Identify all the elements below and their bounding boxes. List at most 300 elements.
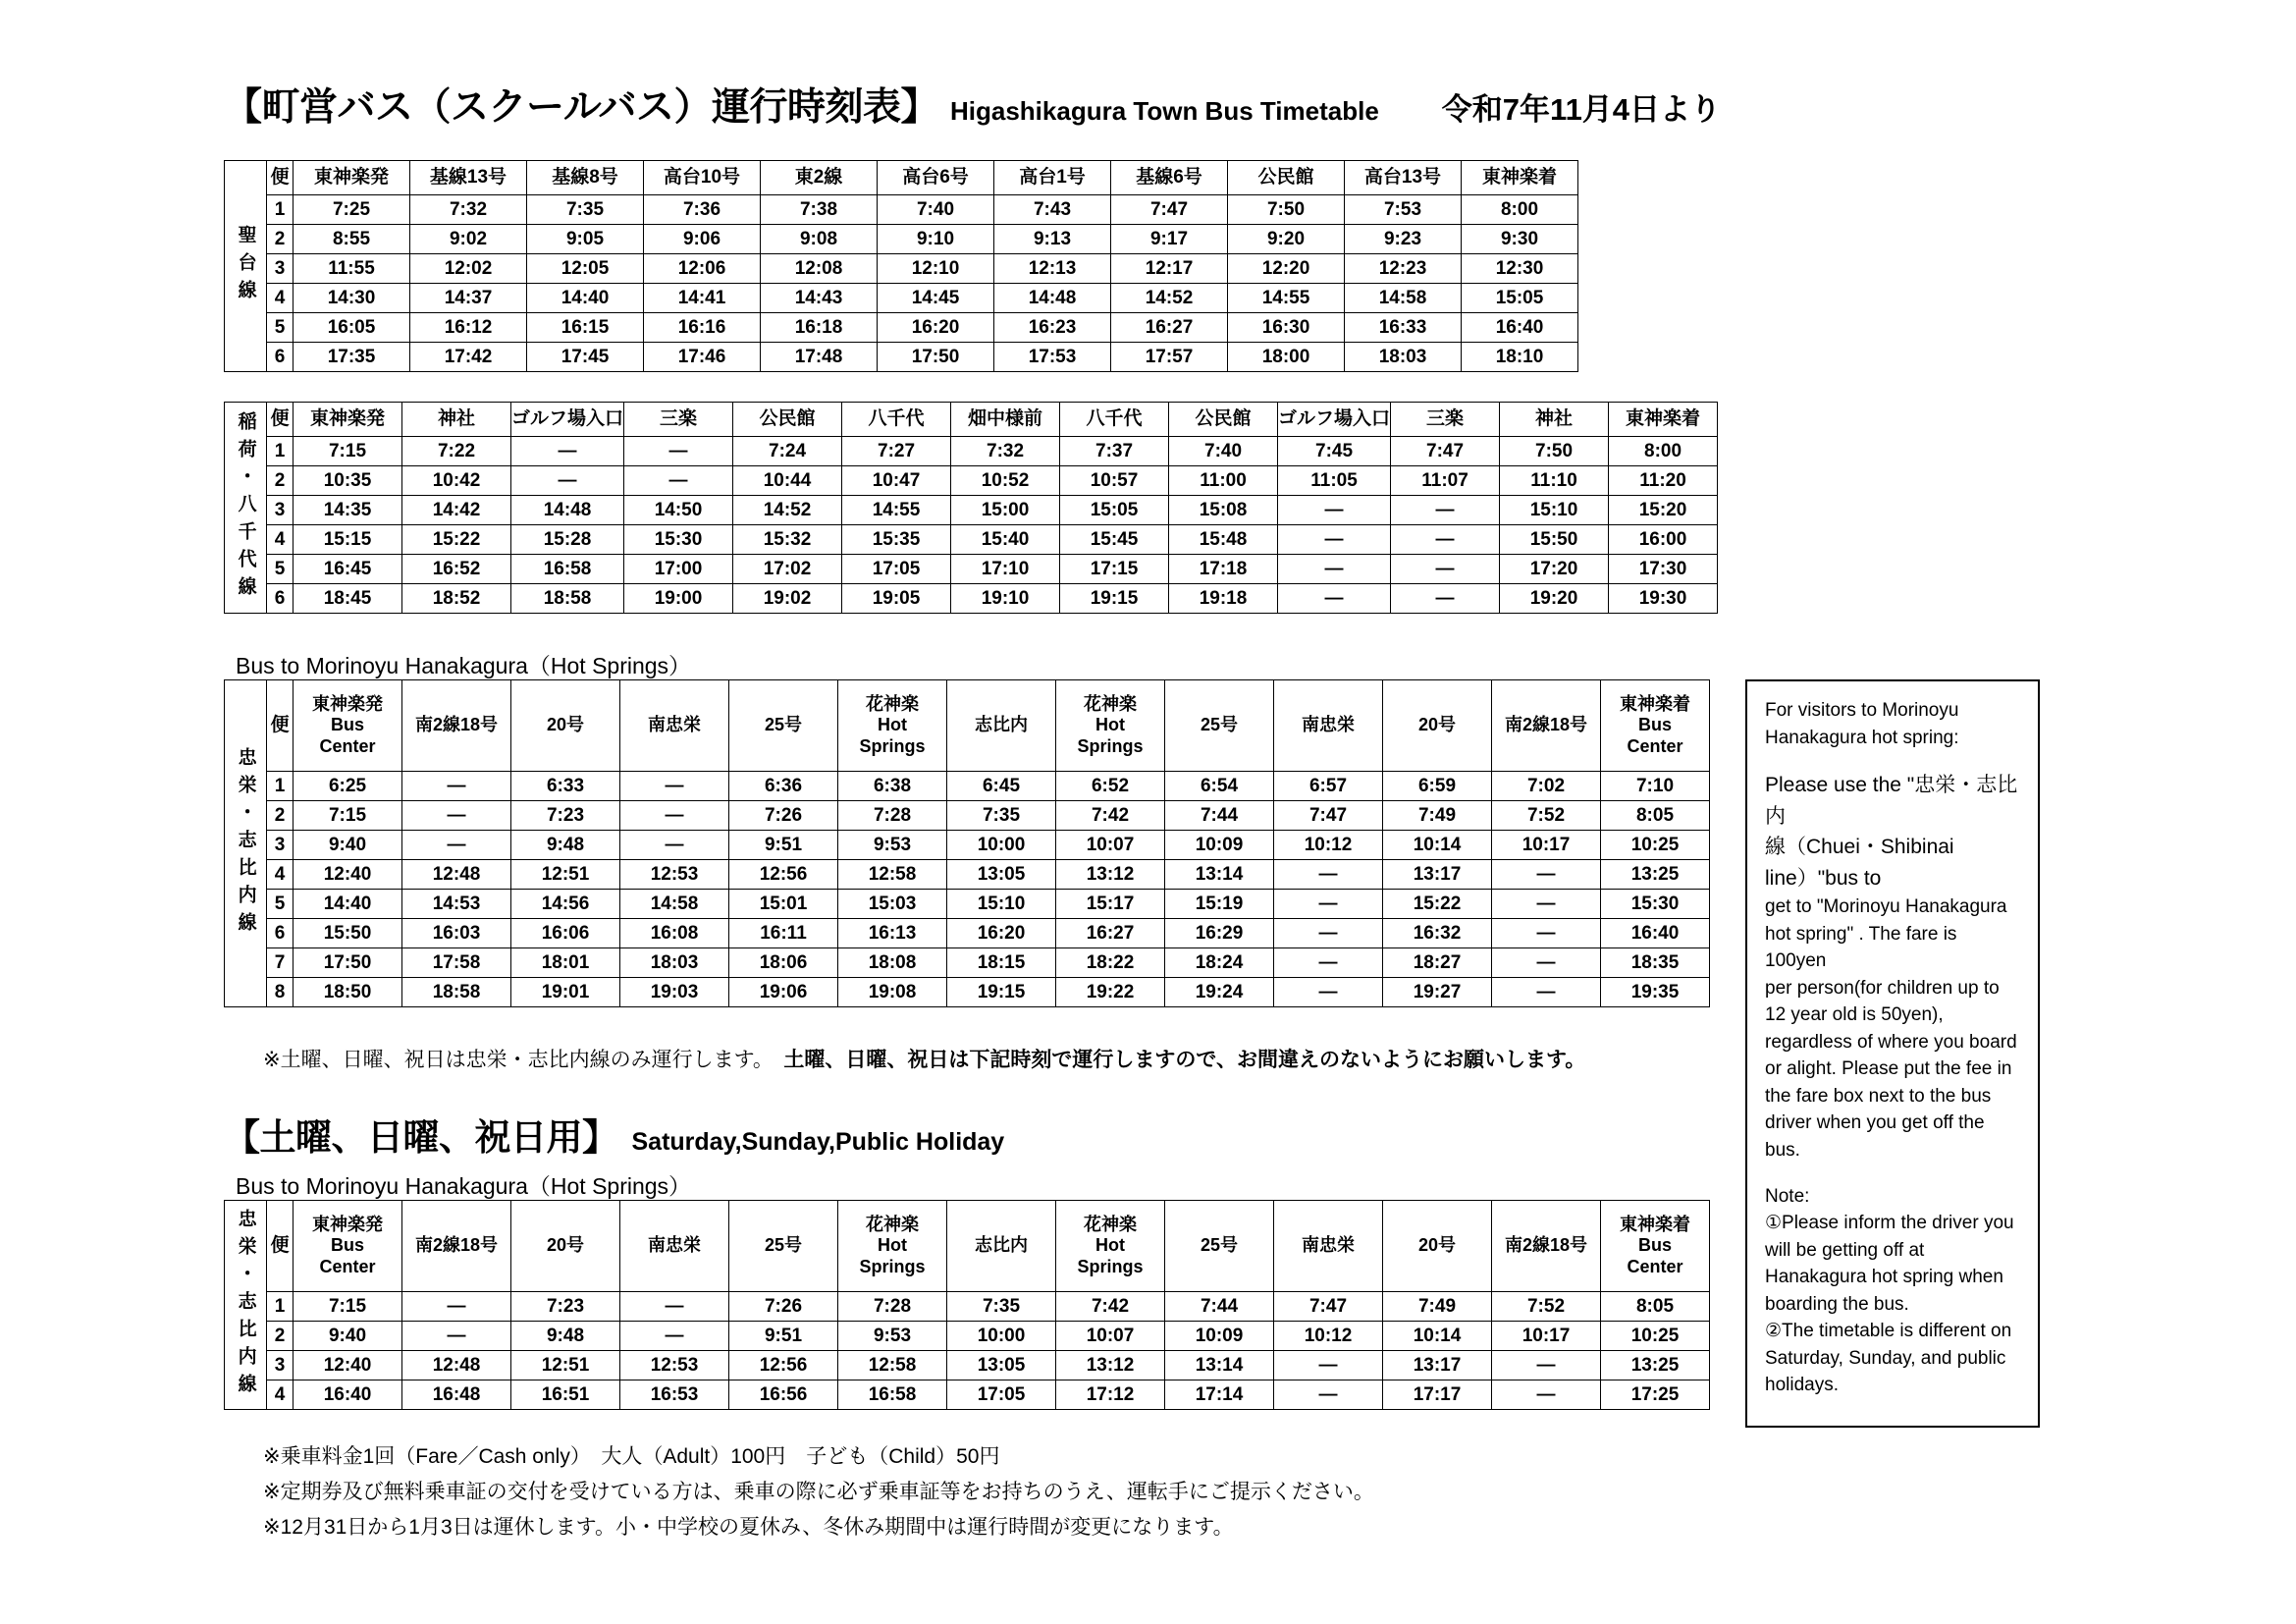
departure-time: 14:53: [402, 890, 511, 919]
departure-time: 17:14: [1165, 1380, 1274, 1410]
departure-time: —: [402, 801, 511, 831]
departure-time: 16:11: [729, 919, 838, 948]
table-header-row: [225, 1201, 1710, 1292]
column-header-stop: 20号: [1383, 680, 1492, 772]
footnote-holiday-closure: ※12月31日から1月3日は運休します。小・中学校の夏休み、冬休み期間中は運行時間が変更になります。: [263, 1516, 1234, 1540]
departure-time: 12:05: [527, 254, 644, 284]
departure-time: 9:30: [1462, 225, 1578, 254]
departure-time: 7:26: [729, 801, 838, 831]
table-row: [225, 1380, 1710, 1410]
departure-time: 17:48: [761, 343, 878, 372]
trip-number: 1: [267, 1292, 294, 1322]
departure-time: 7:45: [1278, 437, 1391, 466]
table-header-row: [225, 680, 1710, 772]
departure-time: 7:02: [1492, 772, 1601, 801]
departure-time: 16:32: [1383, 919, 1492, 948]
departure-time: 19:06: [729, 978, 838, 1007]
column-header-stop: 高台10号: [644, 161, 761, 195]
trip-number: 4: [267, 525, 294, 555]
departure-time: 7:42: [1056, 1292, 1165, 1322]
departure-time: 12:53: [620, 1351, 729, 1380]
line-label: 忠栄・志比内線: [225, 1201, 267, 1410]
trip-number: 2: [267, 1322, 294, 1351]
departure-time: 10:25: [1601, 831, 1710, 860]
column-header-stop: 畑中様前: [951, 403, 1060, 437]
departure-time: 7:52: [1492, 801, 1601, 831]
departure-time: 14:48: [994, 284, 1111, 313]
departure-time: 12:08: [761, 254, 878, 284]
departure-time: 7:15: [294, 437, 402, 466]
column-header-stop: 南忠栄: [620, 680, 729, 772]
departure-time: —: [1492, 890, 1601, 919]
departure-time: 17:45: [527, 343, 644, 372]
info-line-3: Please use the "忠栄・志比内: [1765, 774, 2018, 828]
departure-time: 7:44: [1165, 1292, 1274, 1322]
departure-time: 16:12: [410, 313, 527, 343]
departure-time: 14:55: [842, 496, 951, 525]
seidai-body: [225, 161, 1578, 372]
column-header-stop: 東神楽着 Bus Center: [1601, 1201, 1710, 1292]
departure-time: 18:15: [947, 948, 1056, 978]
column-header-stop: 花神楽 Hot Springs: [838, 680, 947, 772]
departure-time: 15:20: [1609, 496, 1718, 525]
trip-number: 4: [267, 1380, 294, 1410]
departure-time: 13:12: [1056, 860, 1165, 890]
info-note-label: Note:: [1765, 1185, 1810, 1207]
table-row: [225, 343, 1578, 372]
column-header-stop: 南2線18号: [1492, 680, 1601, 772]
departure-time: 12:30: [1462, 254, 1578, 284]
departure-time: 10:52: [951, 466, 1060, 496]
column-header-stop: 東神楽発: [294, 403, 402, 437]
column-header-stop: 公民館: [1169, 403, 1278, 437]
departure-time: 15:05: [1060, 496, 1169, 525]
departure-time: 19:35: [1601, 978, 1710, 1007]
departure-time: 13:25: [1601, 860, 1710, 890]
line-label: 聖台線: [225, 161, 267, 372]
departure-time: 18:24: [1165, 948, 1274, 978]
departure-time: 7:53: [1345, 195, 1462, 225]
departure-time: 15:48: [1169, 525, 1278, 555]
info-note-1a: ①Please inform the driver you: [1765, 1213, 2014, 1234]
departure-time: 19:18: [1169, 584, 1278, 614]
departure-time: 15:30: [624, 525, 733, 555]
departure-time: 11:05: [1278, 466, 1391, 496]
timetable-chuei-shibinai-saturday: [224, 1200, 1710, 1410]
departure-time: —: [1278, 496, 1391, 525]
column-header-stop: 20号: [1383, 1201, 1492, 1292]
departure-time: 7:38: [761, 195, 878, 225]
departure-time: 13:05: [947, 860, 1056, 890]
info-line-6: hot spring" . The fare is 100yen: [1765, 923, 1957, 972]
line-label: 忠栄・志比内線: [225, 680, 267, 1007]
departure-time: 14:45: [878, 284, 994, 313]
table-row: [225, 496, 1718, 525]
departure-time: 16:58: [511, 555, 624, 584]
departure-time: 16:40: [294, 1380, 402, 1410]
departure-time: —: [402, 1292, 511, 1322]
departure-time: 10:35: [294, 466, 402, 496]
departure-time: 17:18: [1169, 555, 1278, 584]
departure-time: 18:00: [1228, 343, 1345, 372]
info-spacer-2: [1765, 1164, 2022, 1183]
departure-time: 12:17: [1111, 254, 1228, 284]
departure-time: 16:27: [1111, 313, 1228, 343]
departure-time: 10:42: [402, 466, 511, 496]
column-header-stop: 東神楽発 Bus Center: [294, 1201, 402, 1292]
departure-time: 15:40: [951, 525, 1060, 555]
column-header-bin: 便: [267, 680, 294, 772]
table-row: [225, 890, 1710, 919]
departure-time: 7:37: [1060, 437, 1169, 466]
departure-time: 12:53: [620, 860, 729, 890]
departure-time: 18:03: [1345, 343, 1462, 372]
departure-time: 15:30: [1601, 890, 1710, 919]
departure-time: 16:45: [294, 555, 402, 584]
departure-time: 19:30: [1609, 584, 1718, 614]
departure-time: 8:55: [294, 225, 410, 254]
departure-time: 7:43: [994, 195, 1111, 225]
departure-time: 6:38: [838, 772, 947, 801]
line-label: 稲荷・八千代線: [225, 403, 267, 614]
departure-time: 19:27: [1383, 978, 1492, 1007]
departure-time: 7:47: [1274, 1292, 1383, 1322]
departure-time: 12:40: [294, 1351, 402, 1380]
departure-time: 16:52: [402, 555, 511, 584]
departure-time: 15:08: [1169, 496, 1278, 525]
table-row: [225, 284, 1578, 313]
departure-time: —: [1492, 1351, 1601, 1380]
departure-time: 7:49: [1383, 1292, 1492, 1322]
departure-time: 17:53: [994, 343, 1111, 372]
departure-time: 7:22: [402, 437, 511, 466]
trip-number: 1: [267, 772, 294, 801]
departure-time: 10:17: [1492, 831, 1601, 860]
departure-time: —: [624, 437, 733, 466]
info-line-5: get to "Morinoyu Hanakagura: [1765, 896, 2007, 918]
chuei-shibinai-saturday-table: [224, 1200, 1710, 1410]
departure-time: 6:54: [1165, 772, 1274, 801]
departure-time: 18:58: [402, 978, 511, 1007]
departure-time: 16:51: [511, 1380, 620, 1410]
departure-time: 12:06: [644, 254, 761, 284]
departure-time: 7:28: [838, 801, 947, 831]
departure-time: 15:50: [294, 919, 402, 948]
effective-date: 令和7年11月4日より: [1441, 92, 1722, 127]
departure-time: 14:50: [624, 496, 733, 525]
departure-time: 19:15: [1060, 584, 1169, 614]
departure-time: —: [1274, 860, 1383, 890]
info-line-12: driver when you get off the: [1765, 1112, 1985, 1134]
trip-number: 1: [267, 437, 294, 466]
departure-time: 15:05: [1462, 284, 1578, 313]
departure-time: —: [1274, 978, 1383, 1007]
departure-time: 17:12: [1056, 1380, 1165, 1410]
table-row: [225, 466, 1718, 496]
departure-time: 12:51: [511, 860, 620, 890]
departure-time: 15:01: [729, 890, 838, 919]
table-row: [225, 1322, 1710, 1351]
departure-time: 16:08: [620, 919, 729, 948]
departure-time: 13:14: [1165, 860, 1274, 890]
inari-yachiyo-body: [225, 403, 1718, 614]
departure-time: 12:58: [838, 1351, 947, 1380]
trip-number: 5: [267, 313, 294, 343]
departure-time: 7:35: [947, 1292, 1056, 1322]
departure-time: 17:30: [1609, 555, 1718, 584]
column-header-stop: 公民館: [733, 403, 842, 437]
column-header-stop: ゴルフ場入口: [1278, 403, 1391, 437]
departure-time: 9:51: [729, 831, 838, 860]
weekend-service-note-part2: 土曜、日曜、祝日は下記時刻で運行しますので、お間違えのないようにお願いします。: [783, 1049, 1586, 1071]
departure-time: —: [1492, 1380, 1601, 1410]
table-row: [225, 225, 1578, 254]
departure-time: —: [1492, 978, 1601, 1007]
column-header-stop: 25号: [1165, 680, 1274, 772]
departure-time: 11:07: [1391, 466, 1500, 496]
departure-time: 17:15: [1060, 555, 1169, 584]
weekend-service-note: [263, 1044, 1585, 1073]
timetable-inari-yachiyo-line: [224, 402, 1718, 614]
departure-time: 9:40: [294, 831, 402, 860]
info-line-2: Hanakagura hot spring:: [1765, 727, 1959, 748]
info-spacer-1: [1765, 751, 2022, 770]
column-header-stop: 南2線18号: [1492, 1201, 1601, 1292]
departure-time: 7:15: [294, 1292, 402, 1322]
departure-time: 15:17: [1056, 890, 1165, 919]
departure-time: 14:58: [620, 890, 729, 919]
departure-time: 9:20: [1228, 225, 1345, 254]
trip-number: 3: [267, 254, 294, 284]
departure-time: 19:10: [951, 584, 1060, 614]
table-row: [225, 1292, 1710, 1322]
departure-time: 16:30: [1228, 313, 1345, 343]
departure-time: 7:27: [842, 437, 951, 466]
column-header-stop: 東神楽着: [1462, 161, 1578, 195]
departure-time: 16:56: [729, 1380, 838, 1410]
departure-time: 18:45: [294, 584, 402, 614]
trip-number: 7: [267, 948, 294, 978]
departure-time: 13:12: [1056, 1351, 1165, 1380]
saturday-heading-en: Saturday,Sunday,Public Holiday: [631, 1128, 1005, 1156]
departure-time: 18:22: [1056, 948, 1165, 978]
trip-number: 6: [267, 919, 294, 948]
departure-time: 16:53: [620, 1380, 729, 1410]
departure-time: 15:10: [947, 890, 1056, 919]
table-row: [225, 978, 1710, 1007]
departure-time: 6:45: [947, 772, 1056, 801]
info-line-4: 線（Chuei・Shibinai line）"bus to: [1765, 836, 1954, 890]
departure-time: 11:55: [294, 254, 410, 284]
column-header-stop: 東神楽着: [1609, 403, 1718, 437]
departure-time: 16:29: [1165, 919, 1274, 948]
departure-time: 7:28: [838, 1292, 947, 1322]
departure-time: 17:58: [402, 948, 511, 978]
footnote-fare: ※乗車料金1回（Fare／Cash only） 大人（Adult）100円 子ども（Child）50円: [263, 1445, 1000, 1468]
departure-time: 7:42: [1056, 801, 1165, 831]
column-header-stop: 25号: [1165, 1201, 1274, 1292]
departure-time: 14:30: [294, 284, 410, 313]
departure-time: 15:22: [1383, 890, 1492, 919]
departure-time: 10:44: [733, 466, 842, 496]
departure-time: 19:24: [1165, 978, 1274, 1007]
table-row: [225, 437, 1718, 466]
departure-time: 14:55: [1228, 284, 1345, 313]
departure-time: 13:05: [947, 1351, 1056, 1380]
info-line-11: the fare box next to the bus: [1765, 1085, 1992, 1107]
table-row: [225, 555, 1718, 584]
departure-time: 18:27: [1383, 948, 1492, 978]
departure-time: —: [1278, 525, 1391, 555]
departure-time: 15:00: [951, 496, 1060, 525]
info-note-2b: Saturday, Sunday, and public: [1765, 1347, 2006, 1369]
departure-time: 14:35: [294, 496, 402, 525]
visitor-info-box: [1745, 679, 2040, 1428]
column-header-stop: 20号: [511, 680, 620, 772]
info-line-8: 12 year old is 50yen),: [1765, 1004, 1944, 1026]
trip-number: 3: [267, 831, 294, 860]
departure-time: —: [511, 437, 624, 466]
departure-time: 9:17: [1111, 225, 1228, 254]
departure-time: —: [620, 831, 729, 860]
departure-time: 9:48: [511, 831, 620, 860]
departure-time: 19:01: [511, 978, 620, 1007]
info-note-1b: will be getting off at: [1765, 1239, 1925, 1261]
departure-time: 7:40: [1169, 437, 1278, 466]
departure-time: 15:15: [294, 525, 402, 555]
departure-time: 12:10: [878, 254, 994, 284]
column-header-stop: 三楽: [624, 403, 733, 437]
departure-time: 15:22: [402, 525, 511, 555]
info-line-10: or alight. Please put the fee in: [1765, 1058, 2012, 1080]
trip-number: 1: [267, 195, 294, 225]
departure-time: 7:32: [951, 437, 1060, 466]
departure-time: 9:10: [878, 225, 994, 254]
departure-time: 18:58: [511, 584, 624, 614]
info-line-9: regardless of where you board: [1765, 1031, 2017, 1053]
departure-time: 17:46: [644, 343, 761, 372]
departure-time: 17:42: [410, 343, 527, 372]
departure-time: 7:36: [644, 195, 761, 225]
departure-time: 16:40: [1601, 919, 1710, 948]
departure-time: 13:17: [1383, 1351, 1492, 1380]
departure-time: 10:47: [842, 466, 951, 496]
table-row: [225, 1351, 1710, 1380]
departure-time: 12:48: [402, 1351, 511, 1380]
departure-time: 7:44: [1165, 801, 1274, 831]
departure-time: 18:03: [620, 948, 729, 978]
departure-time: 7:40: [878, 195, 994, 225]
table-header-row: [225, 403, 1718, 437]
departure-time: 19:15: [947, 978, 1056, 1007]
column-header-stop: 南忠栄: [1274, 680, 1383, 772]
departure-time: 15:10: [1500, 496, 1609, 525]
departure-time: 17:05: [947, 1380, 1056, 1410]
departure-time: 11:00: [1169, 466, 1278, 496]
departure-time: 8:05: [1601, 1292, 1710, 1322]
departure-time: 15:35: [842, 525, 951, 555]
column-header-stop: 三楽: [1391, 403, 1500, 437]
departure-time: 10:17: [1492, 1322, 1601, 1351]
trip-number: 2: [267, 225, 294, 254]
departure-time: 10:12: [1274, 831, 1383, 860]
departure-time: 7:35: [947, 801, 1056, 831]
departure-time: 9:06: [644, 225, 761, 254]
column-header-stop: 志比内: [947, 680, 1056, 772]
departure-time: —: [620, 1292, 729, 1322]
departure-time: 16:00: [1609, 525, 1718, 555]
departure-time: 10:14: [1383, 831, 1492, 860]
departure-time: 18:10: [1462, 343, 1578, 372]
column-header-stop: 神社: [402, 403, 511, 437]
departure-time: 19:20: [1500, 584, 1609, 614]
info-line-1: For visitors to Morinoyu: [1765, 700, 1959, 721]
seidai-table: [224, 160, 1578, 372]
departure-time: 6:33: [511, 772, 620, 801]
departure-time: 19:00: [624, 584, 733, 614]
departure-time: —: [620, 1322, 729, 1351]
departure-time: 15:03: [838, 890, 947, 919]
column-header-stop: 25号: [729, 680, 838, 772]
departure-time: 9:51: [729, 1322, 838, 1351]
page-title-en: Higashikagura Town Bus Timetable: [950, 96, 1379, 126]
departure-time: 10:25: [1601, 1322, 1710, 1351]
column-header-stop: 神社: [1500, 403, 1609, 437]
timetable-seidai-line: [224, 160, 1578, 372]
table-row: [225, 584, 1718, 614]
departure-time: 7:15: [294, 801, 402, 831]
departure-time: 12:13: [994, 254, 1111, 284]
departure-time: —: [1492, 860, 1601, 890]
departure-time: 16:20: [947, 919, 1056, 948]
column-header-stop: 東神楽発 Bus Center: [294, 680, 402, 772]
trip-number: 3: [267, 496, 294, 525]
column-header-stop: 高台6号: [878, 161, 994, 195]
departure-time: 14:48: [511, 496, 624, 525]
departure-time: 6:59: [1383, 772, 1492, 801]
column-header-stop: 東神楽発: [294, 161, 410, 195]
departure-time: 14:41: [644, 284, 761, 313]
trip-number: 6: [267, 343, 294, 372]
departure-time: 17:57: [1111, 343, 1228, 372]
info-note-2c: holidays.: [1765, 1375, 1839, 1396]
column-header-stop: 南忠栄: [1274, 1201, 1383, 1292]
departure-time: —: [511, 466, 624, 496]
departure-time: 17:20: [1500, 555, 1609, 584]
departure-time: 10:09: [1165, 1322, 1274, 1351]
table-row: [225, 254, 1578, 284]
table-row: [225, 860, 1710, 890]
departure-time: 18:08: [838, 948, 947, 978]
departure-time: —: [1391, 496, 1500, 525]
departure-time: —: [1274, 1351, 1383, 1380]
column-header-stop: 基線6号: [1111, 161, 1228, 195]
departure-time: 16:15: [527, 313, 644, 343]
info-note-1c: Hanakagura hot spring when: [1765, 1267, 2003, 1288]
departure-time: 17:17: [1383, 1380, 1492, 1410]
departure-time: 17:00: [624, 555, 733, 584]
departure-time: 19:22: [1056, 978, 1165, 1007]
departure-time: —: [1274, 890, 1383, 919]
departure-time: 16:58: [838, 1380, 947, 1410]
departure-time: 16:18: [761, 313, 878, 343]
column-header-stop: 花神楽 Hot Springs: [838, 1201, 947, 1292]
departure-time: —: [1391, 584, 1500, 614]
departure-time: 7:47: [1111, 195, 1228, 225]
chuei-shibinai-weekday-table: [224, 679, 1710, 1007]
trip-number: 5: [267, 890, 294, 919]
departure-time: 9:23: [1345, 225, 1462, 254]
